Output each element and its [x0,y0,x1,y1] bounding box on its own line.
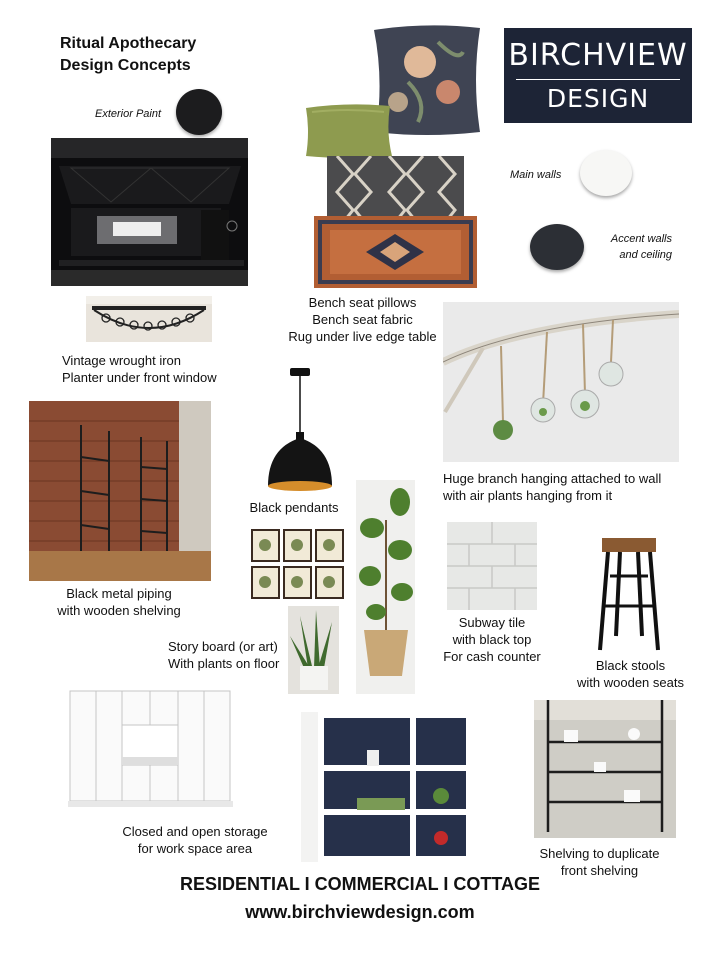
title-line-1: Ritual Apothecary [60,35,197,52]
accent-walls-label-line-1: Accent walls [610,233,672,245]
bench-caption-line-3: Rug under live edge table [288,329,437,344]
branch-caption-line-1: Huge branch hanging attached to wall [443,471,662,486]
storage-caption-line-1: Closed and open storage [122,824,268,839]
footer-tagline: RESIDENTIAL I COMMERCIAL I COTTAGE [179,874,540,894]
tile-caption-line-1: Subway tile [458,615,526,630]
story-caption [168,638,286,672]
main-walls-label: Main walls [510,169,562,181]
bench-caption-line-2: Bench seat fabric [312,312,413,327]
title-line-2: Design Concepts [60,57,191,74]
shelving-caption-line-1: Shelving to duplicate [539,846,660,861]
accent-walls-swatch [530,224,584,270]
exterior-paint-swatch [176,89,222,135]
snake-plant-photo [288,606,339,694]
planter-caption [62,352,247,386]
piping-caption-line-2: with wooden shelving [57,603,181,618]
green-pillow-photo [302,102,394,160]
logo-line-1: BIRCHVIEW [508,38,688,73]
page-title [60,33,196,77]
black-stool-photo [594,536,664,652]
logo-line-2: DESIGN [546,84,650,113]
brick-piping-photo [29,401,211,581]
planter-caption-line-2: Planter under front window [62,370,217,385]
wrought-iron-planter-photo [86,296,212,342]
hanging-branch-photo [443,302,679,462]
branch-caption-line-2: with air plants hanging from it [443,488,613,503]
open-shelving-photo [301,712,472,862]
black-pendant-photo [262,368,338,494]
story-caption-line-2: With plants on floor [168,656,280,671]
tile-caption-line-2: with black top [452,632,532,647]
planter-caption-line-1: Vintage wrought iron [62,353,182,368]
bench-caption [255,294,470,345]
exterior-paint-label: Exterior Paint [95,108,162,120]
industrial-shelving-photo [534,700,676,838]
botanical-prints-photo [250,528,345,601]
bench-caption-line-1: Bench seat pillows [308,295,417,310]
accent-walls-label-line-2: and ceiling [619,249,672,261]
shelving-caption-line-2: front shelving [560,863,639,878]
piping-caption [39,585,199,619]
storage-caption-line-2: for work space area [137,841,253,856]
stools-caption [563,657,698,691]
tile-caption-line-3: For cash counter [443,649,541,664]
birchview-logo [504,28,692,123]
branch-caption [443,470,688,504]
storage-caption [100,823,290,857]
rug-photo [314,216,477,288]
storage-cabinets-photo [68,689,233,812]
tile-caption [430,614,554,665]
accent-walls-label [592,231,672,263]
story-caption-line-1: Story board (or art) [168,639,278,654]
pendants-caption: Black pendants [249,500,339,515]
main-walls-swatch [580,150,632,196]
fiddle-leaf-photo [356,480,415,694]
storefront-photo [51,138,248,286]
logo-divider [516,79,680,80]
stools-caption-line-1: Black stools [595,658,666,673]
subway-tile-photo [447,522,537,610]
piping-caption-line-1: Black metal piping [66,586,172,601]
stools-caption-line-2: with wooden seats [577,675,684,690]
footer-url[interactable]: www.birchviewdesign.com [245,902,475,922]
